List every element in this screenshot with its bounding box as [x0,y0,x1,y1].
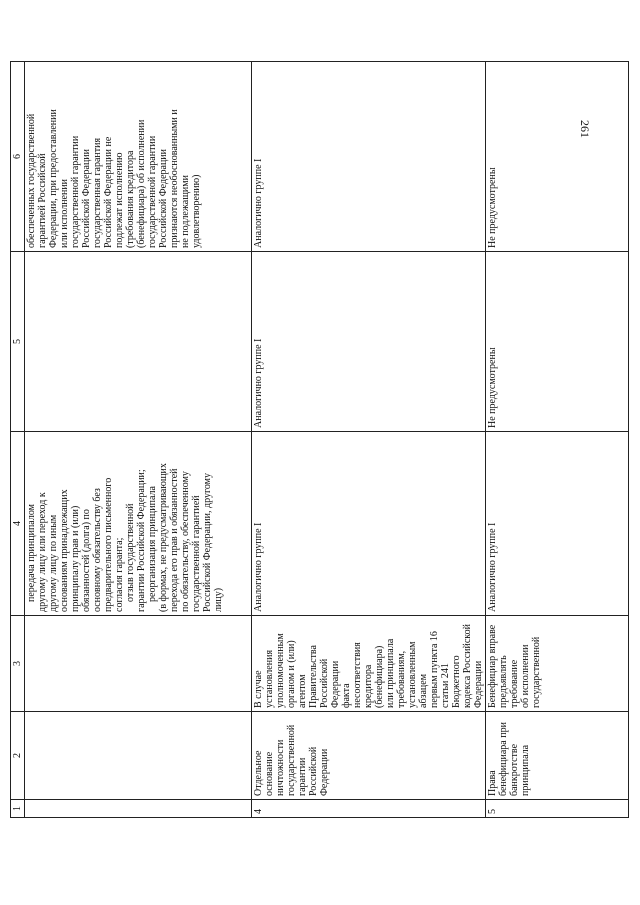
group-iv-cell: Аналогично группе I [252,432,486,616]
text-line: государственной гарантии [147,135,158,248]
text-line: бенефициара при [498,722,509,796]
text-line: первым пункта 16 [429,631,440,708]
text-line: установленным абзацем [407,641,429,708]
row-number-cell: 4 [252,800,486,818]
text-line: предъявлять требование [498,655,520,708]
text-line: кодекса Российской [462,624,473,708]
text-line: Федерации [473,660,484,708]
text-line: принципалу прав и (или) [70,505,81,612]
text-line: обязанностей (долга) по [81,509,92,612]
group-iv-cell [25,432,252,616]
text-line: Российской Федерации [81,148,92,248]
group-iv-cell: Аналогично группе I [486,432,629,616]
text-line: Права [487,770,498,796]
header-row [11,62,25,818]
text-line: гарантии Российской Федерации; [136,469,147,612]
text-line: реорганизация принципала [147,486,158,602]
text-line: (бенефициара) об исполнении [136,119,147,248]
text-line: лицу) [213,587,224,612]
text-line: об исполнении [520,644,531,708]
text-line: другому лицу или переход к [37,492,48,612]
rotated-table-frame [10,62,558,818]
text-line: признаются необоснованными и [169,109,180,248]
text-line: передача принципалом [26,504,37,602]
text-line: предварительного письменного [103,477,114,612]
page-number: 261 [578,120,592,138]
text-line: ничтожности [275,739,286,796]
text-line: основание [264,751,275,796]
text-line: основаниям принадлежащих [59,489,70,612]
text-line: гарантии [297,757,308,796]
text-line: принципала [520,744,531,796]
text-line: или исполнении [59,178,70,248]
text-line: Бенефициар вправе [487,624,498,708]
name-cell [252,712,486,800]
row-number-cell: 5 [486,800,629,818]
text-line: подлежат исполнению [114,152,125,248]
text-line: факта несоответствия [341,642,363,708]
condition-cell [486,616,629,712]
text-line: государственной [531,636,542,708]
header-cell-3: 3 [11,616,25,712]
header-cell-6: 6 [11,62,25,252]
text-line: Федерации, при предоставлении [48,109,59,248]
text-line: отзыв государственной [125,503,136,602]
header-cell-4: 4 [11,432,25,616]
header-cell-5: 5 [11,252,25,432]
group-vi-cell: Аналогично группе I [252,62,486,252]
text-line: Правительства [308,645,319,708]
group-v-cell: Не предусмотрены [486,252,629,432]
text-line: уполномоченным [275,633,286,708]
text-line: обеспеченных государственной [26,113,37,248]
text-line: Российской Федерации [158,148,169,248]
text-line: не подлежащими [180,175,191,248]
text-line: государственной гарантии [70,135,81,248]
text-line: кредитора (бенефициара) [363,645,385,708]
text-line: удовлетворению) [191,174,202,248]
row-number-cell [25,800,252,818]
header-cell-1: 1 [11,800,25,818]
text-line: перехода его прав и обязанностей [169,468,180,612]
text-line: согласия гаранта; [114,537,125,612]
condition-cell [25,616,252,712]
text-line: Российской Федерации не [103,136,114,248]
text-line: гарантией Российской [37,153,48,248]
group-vi-cell: Не предусмотрены [486,62,629,252]
text-line: Федерации [319,748,330,796]
name-cell [486,712,629,800]
table-row [25,62,252,818]
text-line: Российской [308,746,319,796]
text-line: государственная гарантия [92,137,103,248]
text-line: Отдельное [253,750,264,796]
text-line: (требования кредитора [125,150,136,248]
guarantee-table [10,61,629,818]
rotated-table [10,62,558,818]
text-line: государственной [286,724,297,796]
text-line: Российской Федерации, другому [202,473,213,612]
text-line: другому лицу по иным [48,514,59,612]
group-vi-cell [25,62,252,252]
table-row [486,62,629,818]
text-line: банкротстве [509,743,520,796]
table-row [252,62,486,818]
text-line: В случае установления [253,649,275,708]
text-line: или принципала [385,638,396,708]
text-line: государственной гарантией [191,495,202,612]
text-line: Российской Федерации [319,658,341,708]
group-v-cell [25,252,252,432]
group-v-cell: Аналогично группе I [252,252,486,432]
name-cell [25,712,252,800]
text-line: по обязательству, обеспеченному [180,471,191,612]
text-line: (в формах, не предусматривающих [158,463,169,612]
text-line: требованиям, [396,650,407,708]
condition-cell [252,616,486,712]
text-line: основному обязательству без [92,488,103,612]
text-line: органом и (или) агентом [286,640,308,708]
header-cell-2: 2 [11,712,25,800]
text-line: статьи 241 Бюджетного [440,655,462,708]
